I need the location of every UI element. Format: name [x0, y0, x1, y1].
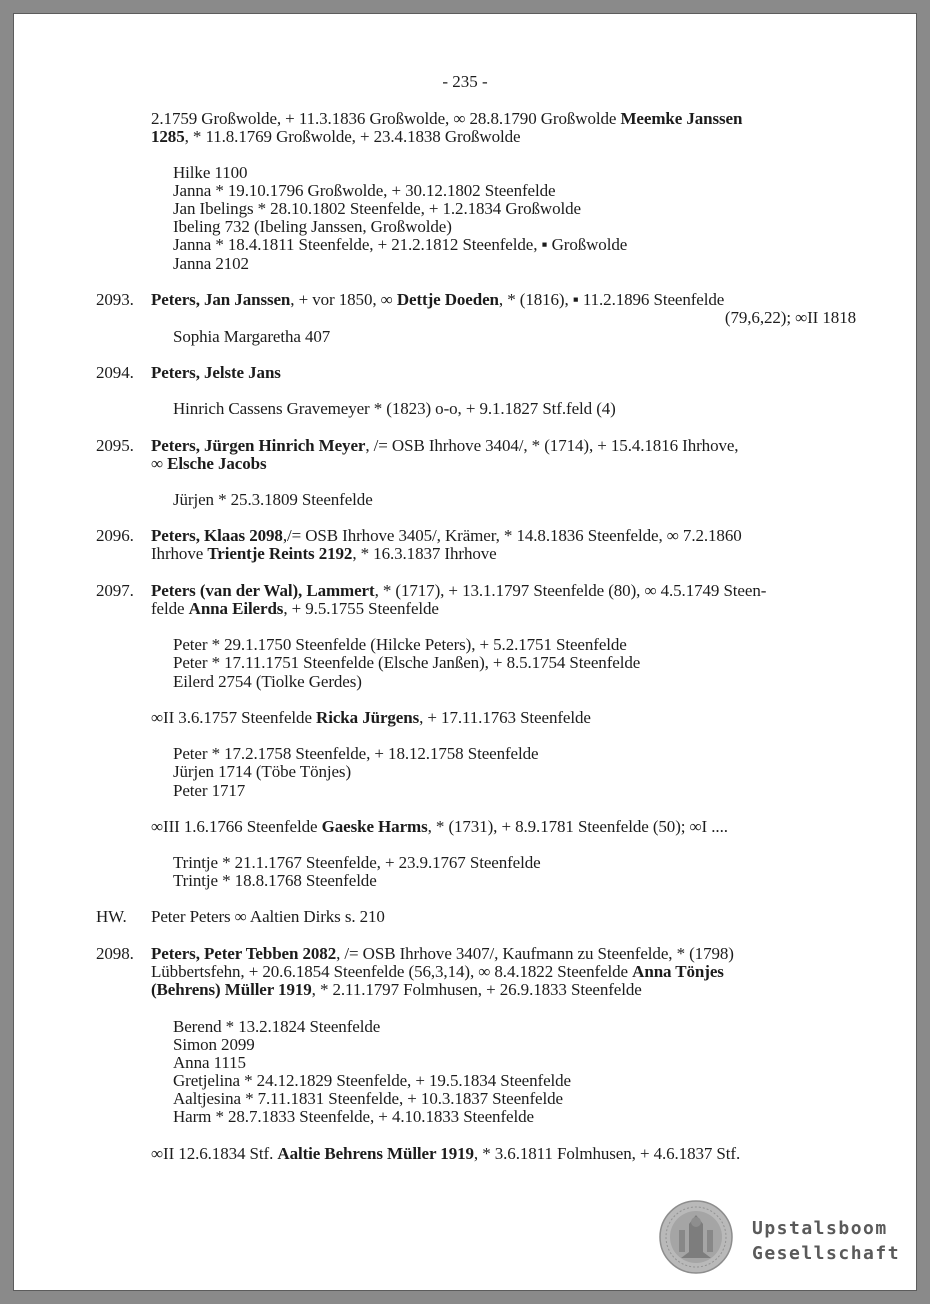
- child-line: Jürjen 1714 (Töbe Tönjes): [173, 762, 352, 781]
- seal-icon: [659, 1200, 733, 1274]
- entry-number: 2095.: [96, 436, 134, 455]
- child-line: Janna * 19.10.1796 Großwolde, + 30.12.1802 Steenfelde: [173, 181, 556, 200]
- child-line: Hinrich Cassens Gravemeyer * (1823) o-o, + 9.1.1827 Stf.feld (4): [173, 399, 616, 418]
- child-line: Jan Ibelings * 28.10.1802 Steenfelde, + 1.2.1834 Großwolde: [173, 199, 581, 218]
- child-line: Simon 2099: [173, 1035, 255, 1054]
- child-line: Trintje * 21.1.1767 Steenfelde, + 23.9.1767 Steenfelde: [173, 853, 541, 872]
- entry-heading: Peters (van der Wal), Lammert, * (1717), + 13.1.1797 Steenfelde (80), ∞ 4.5.1749 Steen-: [151, 581, 767, 600]
- marriage-line: ∞III 1.6.1766 Steenfelde Gaeske Harms, * (1731), + 8.9.1781 Steenfelde (50); ∞I ....: [151, 817, 728, 836]
- entry-number: 2093.: [96, 290, 134, 309]
- child-line: Eilerd 2754 (Tiolke Gerdes): [173, 672, 362, 691]
- text-line: 1285, * 11.8.1769 Großwolde, + 23.4.1838 Großwolde: [151, 127, 521, 146]
- entry-number: 2094.: [96, 363, 134, 382]
- child-line: Peter * 17.11.1751 Steenfelde (Elsche Janßen), + 8.5.1754 Steenfelde: [173, 653, 641, 672]
- child-line: Janna 2102: [173, 254, 249, 273]
- child-line: Peter * 29.1.1750 Steenfelde (Hilcke Peters), + 5.2.1751 Steenfelde: [173, 635, 627, 654]
- text-line: 2.1759 Großwolde, + 11.3.1836 Großwolde, ∞ 28.8.1790 Großwolde Meemke Janssen: [151, 109, 743, 128]
- child-line: Hilke 1100: [173, 163, 248, 182]
- child-line: Ibeling 732 (Ibeling Janssen, Großwolde): [173, 217, 452, 236]
- child-line: Peter * 17.2.1758 Steenfelde, + 18.12.1758 Steenfelde: [173, 744, 539, 763]
- child-line: Aaltjesina * 7.11.1831 Steenfelde, + 10.3.1837 Steenfelde: [173, 1089, 563, 1108]
- entry-heading: Peters, Jan Janssen, + vor 1850, ∞ Dettje Doeden, * (1816), ▪ 11.2.1896 Steenfelde: [151, 290, 725, 309]
- marriage-line: ∞II 12.6.1834 Stf. Aaltie Behrens Müller 1919, * 3.6.1811 Folmhusen, + 4.6.1837 Stf.: [151, 1144, 741, 1163]
- text-line: Peter Peters ∞ Aaltien Dirks s. 210: [151, 907, 385, 926]
- entry-heading: Peters, Klaas 2098,/= OSB Ihrhove 3405/, Krämer, * 14.8.1836 Steenfelde, ∞ 7.2.1860: [151, 526, 742, 545]
- entry-heading: Peters, Jürgen Hinrich Meyer, /= OSB Ihrhove 3404/, * (1714), + 15.4.1816 Ihrhove,: [151, 436, 739, 455]
- text-line: (79,6,22); ∞II 1818: [724, 308, 856, 327]
- text-line: (Behrens) Müller 1919, * 2.11.1797 Folmhusen, + 26.9.1833 Steenfelde: [151, 980, 642, 999]
- child-line: Berend * 13.2.1824 Steenfelde: [173, 1017, 381, 1036]
- child-line: Gretjelina * 24.12.1829 Steenfelde, + 19.5.1834 Steenfelde: [173, 1071, 571, 1090]
- logo-text: Gesellschaft: [752, 1243, 901, 1264]
- entry-number: 2098.: [96, 944, 134, 963]
- child-line: Sophia Margaretha 407: [173, 327, 331, 346]
- text-line: felde Anna Eilerds, + 9.5.1755 Steenfelde: [151, 599, 439, 618]
- text-line: Lübbertsfehn, + 20.6.1854 Steenfelde (56,3,14), ∞ 8.4.1822 Steenfelde Anna Tönjes: [151, 962, 724, 981]
- text-line: Ihrhove Trientje Reints 2192, * 16.3.1837 Ihrhove: [151, 544, 497, 563]
- marriage-line: ∞II 3.6.1757 Steenfelde Ricka Jürgens, + 17.11.1763 Steenfelde: [151, 708, 591, 727]
- child-line: Anna 1115: [173, 1053, 246, 1072]
- page-number: - 235 -: [442, 72, 488, 91]
- child-line: Jürjen * 25.3.1809 Steenfelde: [173, 490, 373, 509]
- child-line: Trintje * 18.8.1768 Steenfelde: [173, 871, 377, 890]
- entry-number: 2097.: [96, 581, 134, 600]
- entry-number: 2096.: [96, 526, 134, 545]
- text-line: ∞ Elsche Jacobs: [151, 454, 267, 473]
- logo-text: Upstalsboom: [752, 1218, 888, 1239]
- child-line: Peter 1717: [173, 781, 246, 800]
- child-line: Janna * 18.4.1811 Steenfelde, + 21.2.1812 Steenfelde, ▪ Großwolde: [173, 235, 628, 254]
- entry-heading: Peters, Peter Tebben 2082, /= OSB Ihrhove 3407/, Kaufmann zu Steenfelde, * (1798): [151, 944, 734, 963]
- entry-heading: Peters, Jelste Jans: [151, 363, 281, 382]
- entry-number: HW.: [96, 907, 127, 926]
- child-line: Harm * 28.7.1833 Steenfelde, + 4.10.1833 Steenfelde: [173, 1107, 534, 1126]
